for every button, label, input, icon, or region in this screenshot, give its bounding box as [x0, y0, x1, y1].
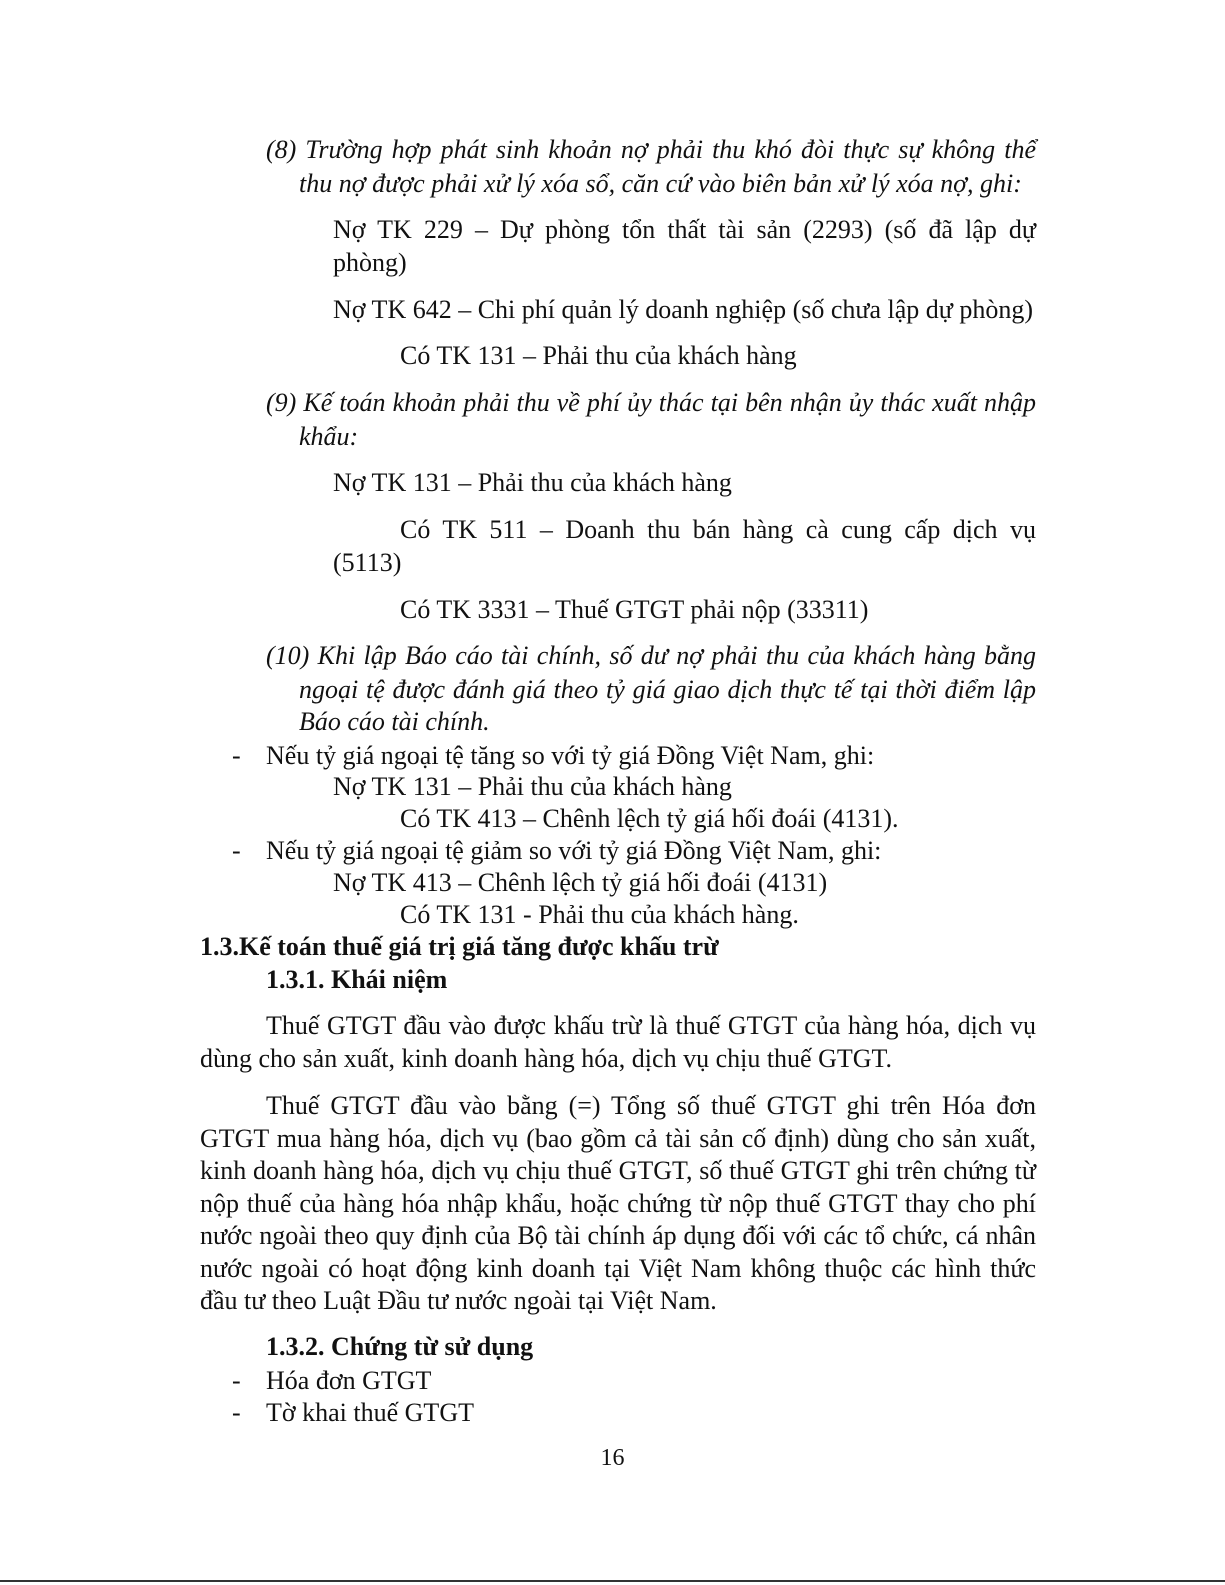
- page-number: 16: [600, 1445, 625, 1471]
- document-item: Tờ khai thuế GTGT: [266, 1398, 474, 1427]
- item10-line2: ngoại tệ được đánh giá theo tỷ giá giao dịch thực tế tại thời điểm lập: [299, 675, 1036, 704]
- para2-line: kinh doanh hàng hóa, dịch vụ chịu thuế GTGT, số thuế GTGT ghi trên chứng từ: [200, 1156, 1036, 1185]
- item10-case2: Nếu tỷ giá ngoại tệ giảm so với tỷ giá Đồng Việt Nam, ghi:: [266, 836, 882, 865]
- item8-debit2: Nợ TK 642 – Chi phí quản lý doanh nghiệp (số chưa lập dự phòng): [333, 295, 1034, 324]
- item9-credit1-line2: (5113): [333, 548, 402, 577]
- item10-line1: (10) Khi lập Báo cáo tài chính, số dư nợ phải thu của khách hàng bằng: [266, 641, 1036, 670]
- bullet-dash: -: [232, 1398, 241, 1427]
- para2-line: nước ngoài theo quy định của Bộ tài chính áp dụng đối với các tổ chức, cá nhân: [200, 1221, 1036, 1250]
- para1-line1: Thuế GTGT đầu vào được khấu trừ là thuế GTGT của hàng hóa, dịch vụ: [266, 1011, 1036, 1040]
- subsection-heading-1: 1.3.1. Khái niệm: [266, 965, 448, 994]
- item9-credit1-line1: Có TK 511 – Doanh thu bán hàng cà cung cấp dịch vụ: [400, 515, 1036, 544]
- para2-line: nước ngoài có hoạt động kinh doanh tại Việt Nam không thuộc các hình thức: [200, 1254, 1036, 1283]
- bullet-dash: -: [232, 1366, 241, 1395]
- document-item: Hóa đơn GTGT: [266, 1366, 432, 1395]
- para2-line: nộp thuế của hàng hóa nhập khẩu, hoặc chứng từ nộp thuế GTGT thay cho phí: [200, 1189, 1036, 1218]
- para1-line2: dùng cho sản xuất, kinh doanh hàng hóa, dịch vụ chịu thuế GTGT.: [200, 1044, 892, 1073]
- item10-line3: Báo cáo tài chính.: [299, 707, 490, 736]
- para2-line: GTGT mua hàng hóa, dịch vụ (bao gồm cả tài sản cố định) dùng cho sản xuất,: [200, 1124, 1036, 1153]
- item10-case1: Nếu tỷ giá ngoại tệ tăng so với tỷ giá Đồng Việt Nam, ghi:: [266, 741, 875, 770]
- para2-line: đầu tư theo Luật Đầu tư nước ngoài tại Việt Nam.: [200, 1286, 717, 1315]
- item10-case2-debit: Nợ TK 413 – Chênh lệch tỷ giá hối đoái (4131): [333, 868, 828, 897]
- item9-credit2: Có TK 3331 – Thuế GTGT phải nộp (33311): [400, 595, 869, 624]
- subsection-heading-2: 1.3.2. Chứng từ sử dụng: [266, 1332, 534, 1361]
- item8-debit1-line2: phòng): [333, 248, 407, 277]
- item10-case1-debit: Nợ TK 131 – Phải thu của khách hàng: [333, 772, 732, 801]
- item10-case2-credit: Có TK 131 - Phải thu của khách hàng.: [400, 900, 799, 929]
- item8-line2: thu nợ được phải xử lý xóa sổ, căn cứ vào biên bản xử lý xóa nợ, ghi:: [299, 169, 1022, 198]
- item9-line2: khẩu:: [299, 422, 359, 451]
- section-heading: 1.3.Kế toán thuế giá trị giá tăng được khấu trừ: [200, 932, 719, 961]
- item9-debit: Nợ TK 131 – Phải thu của khách hàng: [333, 468, 732, 497]
- item8-credit: Có TK 131 – Phải thu của khách hàng: [400, 341, 797, 370]
- bullet-dash: -: [232, 836, 241, 865]
- item8-line1: (8) Trường hợp phát sinh khoản nợ phải thu khó đòi thực sự không thể: [266, 135, 1036, 164]
- item8-debit1-line1: Nợ TK 229 – Dự phòng tổn thất tài sản (2293) (số đã lập dự: [333, 215, 1036, 244]
- item9-line1: (9) Kế toán khoản phải thu về phí ủy thác tại bên nhận ủy thác xuất nhập: [266, 388, 1036, 417]
- page-bottom-edge: [0, 1580, 1225, 1582]
- para2-line: Thuế GTGT đầu vào bằng (=) Tổng số thuế GTGT ghi trên Hóa đơn: [266, 1091, 1036, 1120]
- item10-case1-credit: Có TK 413 – Chênh lệch tỷ giá hối đoái (4131).: [400, 804, 899, 833]
- bullet-dash: -: [232, 741, 241, 770]
